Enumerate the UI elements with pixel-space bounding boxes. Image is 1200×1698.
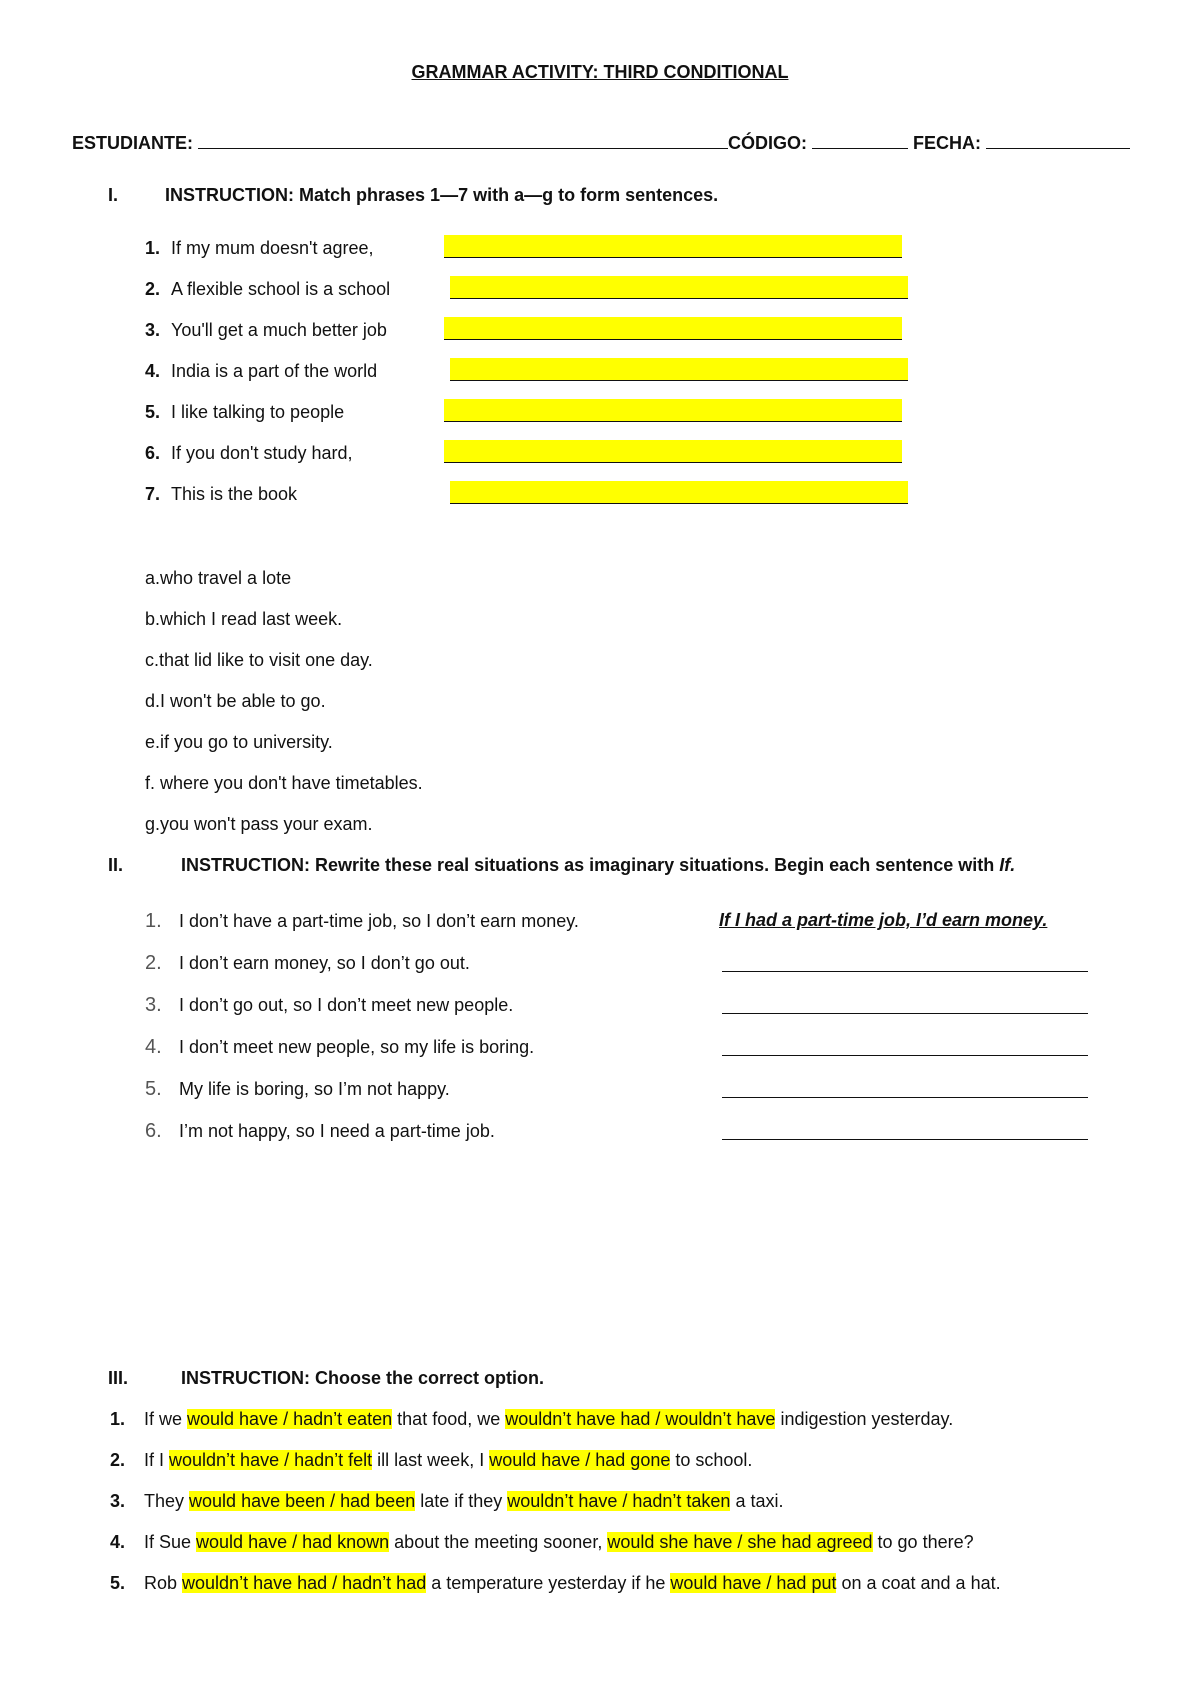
answer-blank-1[interactable] [444, 235, 902, 258]
list-item: 2. If I wouldn’t have / hadn’t felt ill last week, I would have / had gone to school. [110, 1450, 753, 1470]
list-item: 5. My life is boring, so I’m not happy. [145, 1078, 450, 1100]
list-item: 5. I like talking to people [145, 402, 345, 422]
choice-option[interactable]: would have / had known [196, 1532, 390, 1552]
choice-option[interactable]: wouldn’t have / hadn’t felt [169, 1450, 373, 1470]
student-label: ESTUDIANTE: [72, 133, 193, 153]
list-item: g.you won't pass your exam. [145, 814, 373, 834]
list-item: 4. India is a part of the world [145, 361, 378, 381]
answer-blank-5[interactable] [444, 399, 902, 422]
choice-option[interactable]: would have / had gone [489, 1450, 671, 1470]
code-label: CÓDIGO: [728, 133, 808, 153]
list-item: 7. This is the book [145, 484, 298, 504]
list-item: 1. If we would have / hadn’t eaten that food, we wouldn’t have had / wouldn’t have indigestion yesterday. [110, 1409, 954, 1429]
list-item: a.who travel a lote [145, 568, 292, 588]
choice-option[interactable]: wouldn’t have had / wouldn’t have [505, 1409, 776, 1429]
choice-option[interactable]: would have / hadn’t eaten [187, 1409, 393, 1429]
list-item: 6. If you don't study hard, [145, 443, 353, 463]
list-item: 2. A flexible school is a school [145, 279, 391, 299]
choice-option[interactable]: wouldn’t have had / hadn’t had [182, 1573, 427, 1593]
section-3-instruction: INSTRUCTION: Choose the correct option. [181, 1368, 545, 1388]
choice-option[interactable]: would she have / she had agreed [607, 1532, 873, 1552]
list-item: 3. I don’t go out, so I don’t meet new people. [145, 994, 514, 1016]
section-3-numeral: III. [108, 1368, 129, 1388]
choice-option[interactable]: would have been / had been [189, 1491, 416, 1511]
section-2-numeral: II. [108, 855, 124, 875]
list-item: 1. If my mum doesn't agree, [145, 238, 374, 258]
answer-blank-4[interactable] [450, 358, 908, 381]
list-item: 3. You'll get a much better job [145, 320, 387, 340]
list-item: 4. If Sue would have / had known about the meeting sooner, would she have / she had agreed to go there? [110, 1532, 974, 1552]
answer-blank-2[interactable] [450, 276, 908, 299]
student-name-field[interactable] [198, 130, 728, 149]
answer-line-3[interactable] [722, 1012, 1088, 1014]
list-item: b.which I read last week. [145, 609, 343, 629]
list-item: 2. I don’t earn money, so I don’t go out. [145, 952, 470, 974]
answer-line-2[interactable] [722, 970, 1088, 972]
section-2-instruction: INSTRUCTION: Rewrite these real situations as imaginary situations. Begin each sentence with If. [181, 855, 1016, 875]
list-item: 4. I don’t meet new people, so my life is boring. [145, 1036, 535, 1058]
date-field[interactable] [986, 130, 1130, 149]
list-item: c.that lid like to visit one day. [145, 650, 373, 670]
student-info-header [72, 130, 1130, 154]
choice-option[interactable]: would have / had put [670, 1573, 837, 1593]
section-1-instruction: INSTRUCTION: Match phrases 1—7 with a—g to form sentences. [165, 185, 719, 205]
example-answer: If I had a part-time job, I’d earn money. [719, 910, 1048, 930]
section-1-numeral: I. [108, 185, 119, 205]
answer-line-4[interactable] [722, 1054, 1088, 1056]
code-field[interactable] [812, 130, 908, 149]
answer-line-5[interactable] [722, 1096, 1088, 1098]
answer-blank-6[interactable] [444, 440, 902, 463]
list-item: 6. I’m not happy, so I need a part-time job. [145, 1120, 495, 1142]
list-item: d.I won't be able to go. [145, 691, 326, 711]
page-title: GRAMMAR ACTIVITY: THIRD CONDITIONAL [411, 62, 789, 82]
list-item: f. where you don't have timetables. [145, 773, 423, 793]
answer-line-6[interactable] [722, 1138, 1088, 1140]
list-item: 1. I don’t have a part-time job, so I don’t earn money. [145, 910, 579, 932]
choice-option[interactable]: wouldn’t have / hadn’t taken [507, 1491, 731, 1511]
list-item: 3. They would have been / had been late if they wouldn’t have / hadn’t taken a taxi. [110, 1491, 784, 1511]
list-item: 5. Rob wouldn’t have had / hadn’t had a temperature yesterday if he would have / had put on a coat and a hat. [110, 1573, 1001, 1593]
date-label: FECHA: [913, 133, 982, 153]
list-item: e.if you go to university. [145, 732, 333, 752]
answer-blank-7[interactable] [450, 481, 908, 504]
answer-blank-3[interactable] [444, 317, 902, 340]
